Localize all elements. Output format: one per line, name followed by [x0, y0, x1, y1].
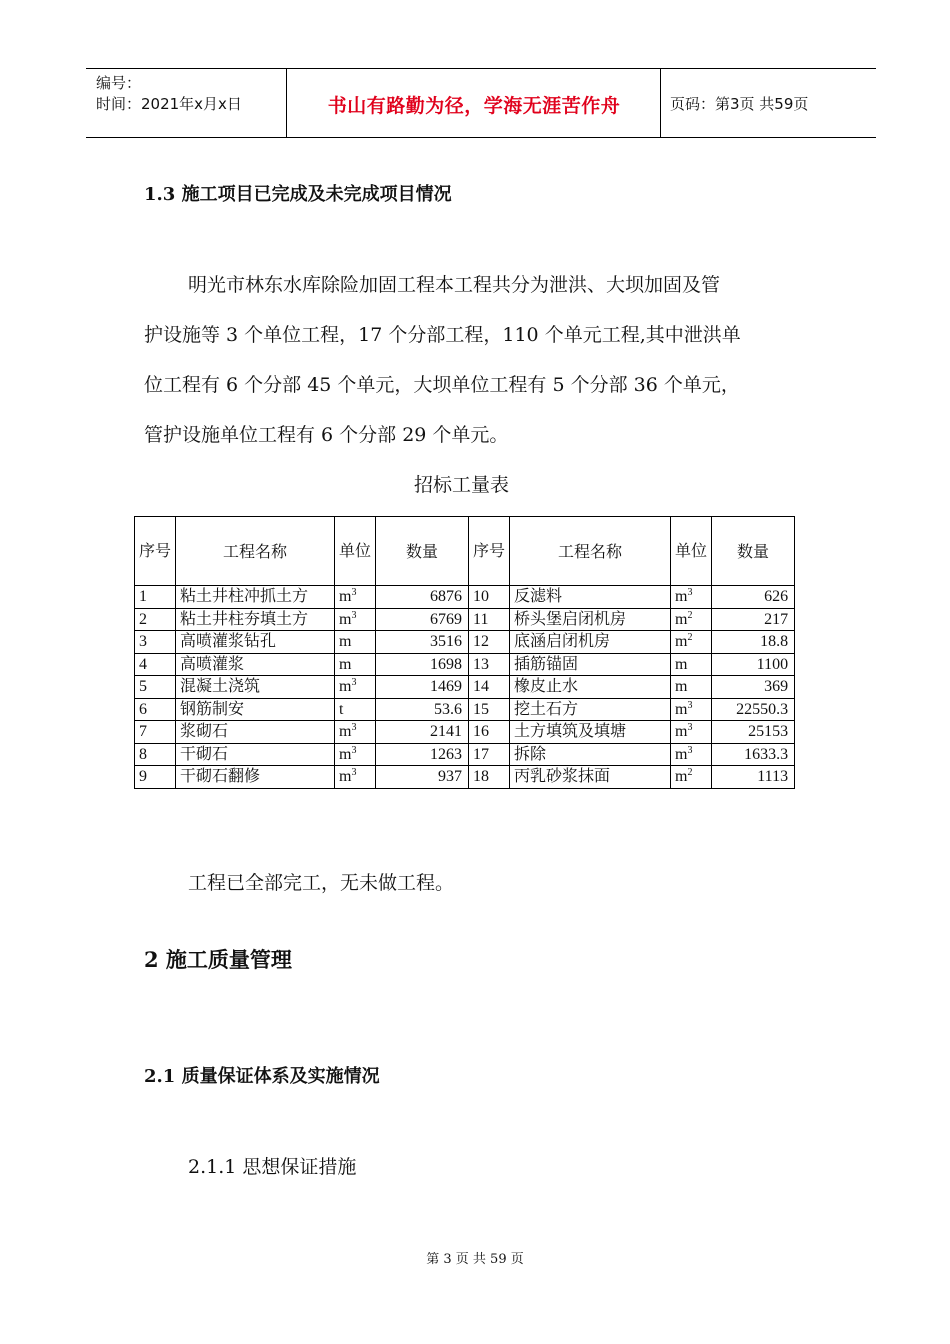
- cell-name: 底涵启闭机房: [510, 631, 671, 654]
- cell-seq: 10: [469, 586, 510, 609]
- header-divider: [286, 69, 287, 137]
- header-unit: 单位: [335, 517, 376, 586]
- table-row: [135, 721, 795, 744]
- cell-seq: 8: [135, 743, 176, 766]
- completion-note: 工程已全部完工，无未做工程。: [188, 872, 455, 894]
- cell-name: 插筋锚固: [510, 653, 671, 676]
- cell-qty: 369: [712, 676, 795, 699]
- unit-exponent: 3: [351, 744, 357, 756]
- cell-unit: $m^3$: [671, 586, 712, 609]
- cell-name: 粘土井柱夯填土方: [176, 608, 335, 631]
- cell-qty: 1469: [376, 676, 469, 699]
- header-meta: [96, 73, 242, 115]
- header-qty: 数量: [712, 517, 795, 586]
- cell-qty: 53.6: [376, 698, 469, 721]
- cell-unit: m: [671, 676, 712, 699]
- cell-qty: 1113: [712, 766, 795, 789]
- cell-qty: 2141: [376, 721, 469, 744]
- header-name: 工程名称: [510, 517, 671, 586]
- unit-exponent: 3: [351, 609, 357, 621]
- cell-seq: 11: [469, 608, 510, 631]
- table-row: [135, 676, 795, 699]
- header-qty: 数量: [376, 517, 469, 586]
- cell-unit: $m^2$: [671, 766, 712, 789]
- header-motto: 书山有路勤为径，学海无涯苦作舟: [327, 95, 621, 117]
- table-row: [135, 766, 795, 789]
- cell-seq: 2: [135, 608, 176, 631]
- cell-qty: 25153: [712, 721, 795, 744]
- cell-name: 桥头堡启闭机房: [510, 608, 671, 631]
- cell-seq: 12: [469, 631, 510, 654]
- header-divider: [660, 69, 661, 137]
- unit-exponent: 3: [351, 587, 357, 599]
- unit-exponent: 3: [687, 722, 693, 734]
- cell-seq: 4: [135, 653, 176, 676]
- paragraph-line: 位工程有 6 个分部 45 个单元，大坝单位工程有 5 个分部 36 个单元，: [144, 374, 740, 396]
- cell-seq: 18: [469, 766, 510, 789]
- cell-name: 丙乳砂浆抹面: [510, 766, 671, 789]
- cell-seq: 15: [469, 698, 510, 721]
- cell-qty: 217: [712, 608, 795, 631]
- cell-seq: 6: [135, 698, 176, 721]
- cell-unit: $m^2$: [671, 631, 712, 654]
- cell-unit: $m^3$: [335, 608, 376, 631]
- cell-unit: $m^3$: [671, 698, 712, 721]
- cell-name: 干砌石: [176, 743, 335, 766]
- cell-name: 橡皮止水: [510, 676, 671, 699]
- unit-exponent: 3: [351, 722, 357, 734]
- cell-unit: t: [335, 698, 376, 721]
- table-header-row: [135, 517, 795, 586]
- cell-unit: $m^3$: [335, 721, 376, 744]
- cell-name: 钢筋制安: [176, 698, 335, 721]
- cell-qty: 18.8: [712, 631, 795, 654]
- cell-unit: m: [335, 631, 376, 654]
- table-caption: 招标工量表: [414, 474, 510, 496]
- cell-qty: 1263: [376, 743, 469, 766]
- section-1-3-paragraph: [144, 260, 824, 460]
- section-2-1-1-title: 2.1.1 思想保证措施: [188, 1156, 357, 1178]
- cell-qty: 1698: [376, 653, 469, 676]
- cell-name: 高喷灌浆钻孔: [176, 631, 335, 654]
- paragraph-line: 护设施等 3 个单位工程，17 个分部工程，110 个单元工程,其中泄洪单: [144, 324, 741, 346]
- header-unit: 单位: [671, 517, 712, 586]
- table-row: [135, 608, 795, 631]
- page-header: [86, 68, 876, 138]
- cell-qty: 626: [712, 586, 795, 609]
- cell-name: 土方填筑及填塘: [510, 721, 671, 744]
- cell-unit: $m^2$: [671, 608, 712, 631]
- header-page-label: 页码：第3页 共59页: [670, 95, 809, 113]
- cell-seq: 5: [135, 676, 176, 699]
- cell-name: 浆砌石: [176, 721, 335, 744]
- cell-name: 粘土井柱冲抓土方: [176, 586, 335, 609]
- cell-qty: 937: [376, 766, 469, 789]
- cell-seq: 17: [469, 743, 510, 766]
- cell-qty: 1633.3: [712, 743, 795, 766]
- paragraph-line: 管护设施单位工程有 6 个分部 29 个单元。: [144, 424, 509, 446]
- table-row: [135, 653, 795, 676]
- cell-seq: 7: [135, 721, 176, 744]
- cell-qty: 22550.3: [712, 698, 795, 721]
- cell-name: 干砌石翻修: [176, 766, 335, 789]
- cell-qty: 6769: [376, 608, 469, 631]
- unit-exponent: 2: [687, 632, 693, 644]
- unit-exponent: 3: [687, 587, 693, 599]
- header-seq: 序号: [469, 517, 510, 586]
- cell-unit: m: [335, 653, 376, 676]
- header-seq: 序号: [135, 517, 176, 586]
- header-time-label: 时间：2021年x月x日: [96, 95, 242, 113]
- cell-name: 拆除: [510, 743, 671, 766]
- header-name: 工程名称: [176, 517, 335, 586]
- cell-name: 挖土石方: [510, 698, 671, 721]
- cell-qty: 6876: [376, 586, 469, 609]
- section-2-title: 2 施工质量管理: [144, 947, 292, 972]
- cell-seq: 3: [135, 631, 176, 654]
- cell-seq: 13: [469, 653, 510, 676]
- cell-seq: 1: [135, 586, 176, 609]
- header-number-label: 编号：: [96, 74, 142, 92]
- table-row: [135, 586, 795, 609]
- cell-unit: m: [671, 653, 712, 676]
- cell-seq: 14: [469, 676, 510, 699]
- unit-exponent: 2: [687, 609, 693, 621]
- unit-exponent: 3: [351, 767, 357, 779]
- cell-qty: 1100: [712, 653, 795, 676]
- quantity-table: [134, 516, 795, 789]
- unit-exponent: 3: [687, 699, 693, 711]
- cell-unit: $m^3$: [335, 586, 376, 609]
- cell-unit: $m^3$: [671, 743, 712, 766]
- unit-exponent: 3: [687, 744, 693, 756]
- cell-name: 反滤料: [510, 586, 671, 609]
- table-row: [135, 743, 795, 766]
- section-2-1-title: 2.1 质量保证体系及实施情况: [144, 1066, 380, 1087]
- table-row: [135, 698, 795, 721]
- unit-exponent: 3: [351, 677, 357, 689]
- unit-exponent: 2: [687, 767, 693, 779]
- cell-qty: 3516: [376, 631, 469, 654]
- cell-unit: $m^3$: [671, 721, 712, 744]
- cell-unit: $m^3$: [335, 676, 376, 699]
- paragraph-line: 明光市林东水库除险加固工程本工程共分为泄洪、大坝加固及管: [188, 274, 721, 296]
- cell-name: 混凝土浇筑: [176, 676, 335, 699]
- section-1-3-title: 1.3 施工项目已完成及未完成项目情况: [144, 184, 452, 205]
- cell-name: 高喷灌浆: [176, 653, 335, 676]
- cell-unit: $m^3$: [335, 766, 376, 789]
- cell-unit: $m^3$: [335, 743, 376, 766]
- page-footer: 第 3 页 共 59 页: [426, 1252, 524, 1267]
- cell-seq: 9: [135, 766, 176, 789]
- table-row: [135, 631, 795, 654]
- cell-seq: 16: [469, 721, 510, 744]
